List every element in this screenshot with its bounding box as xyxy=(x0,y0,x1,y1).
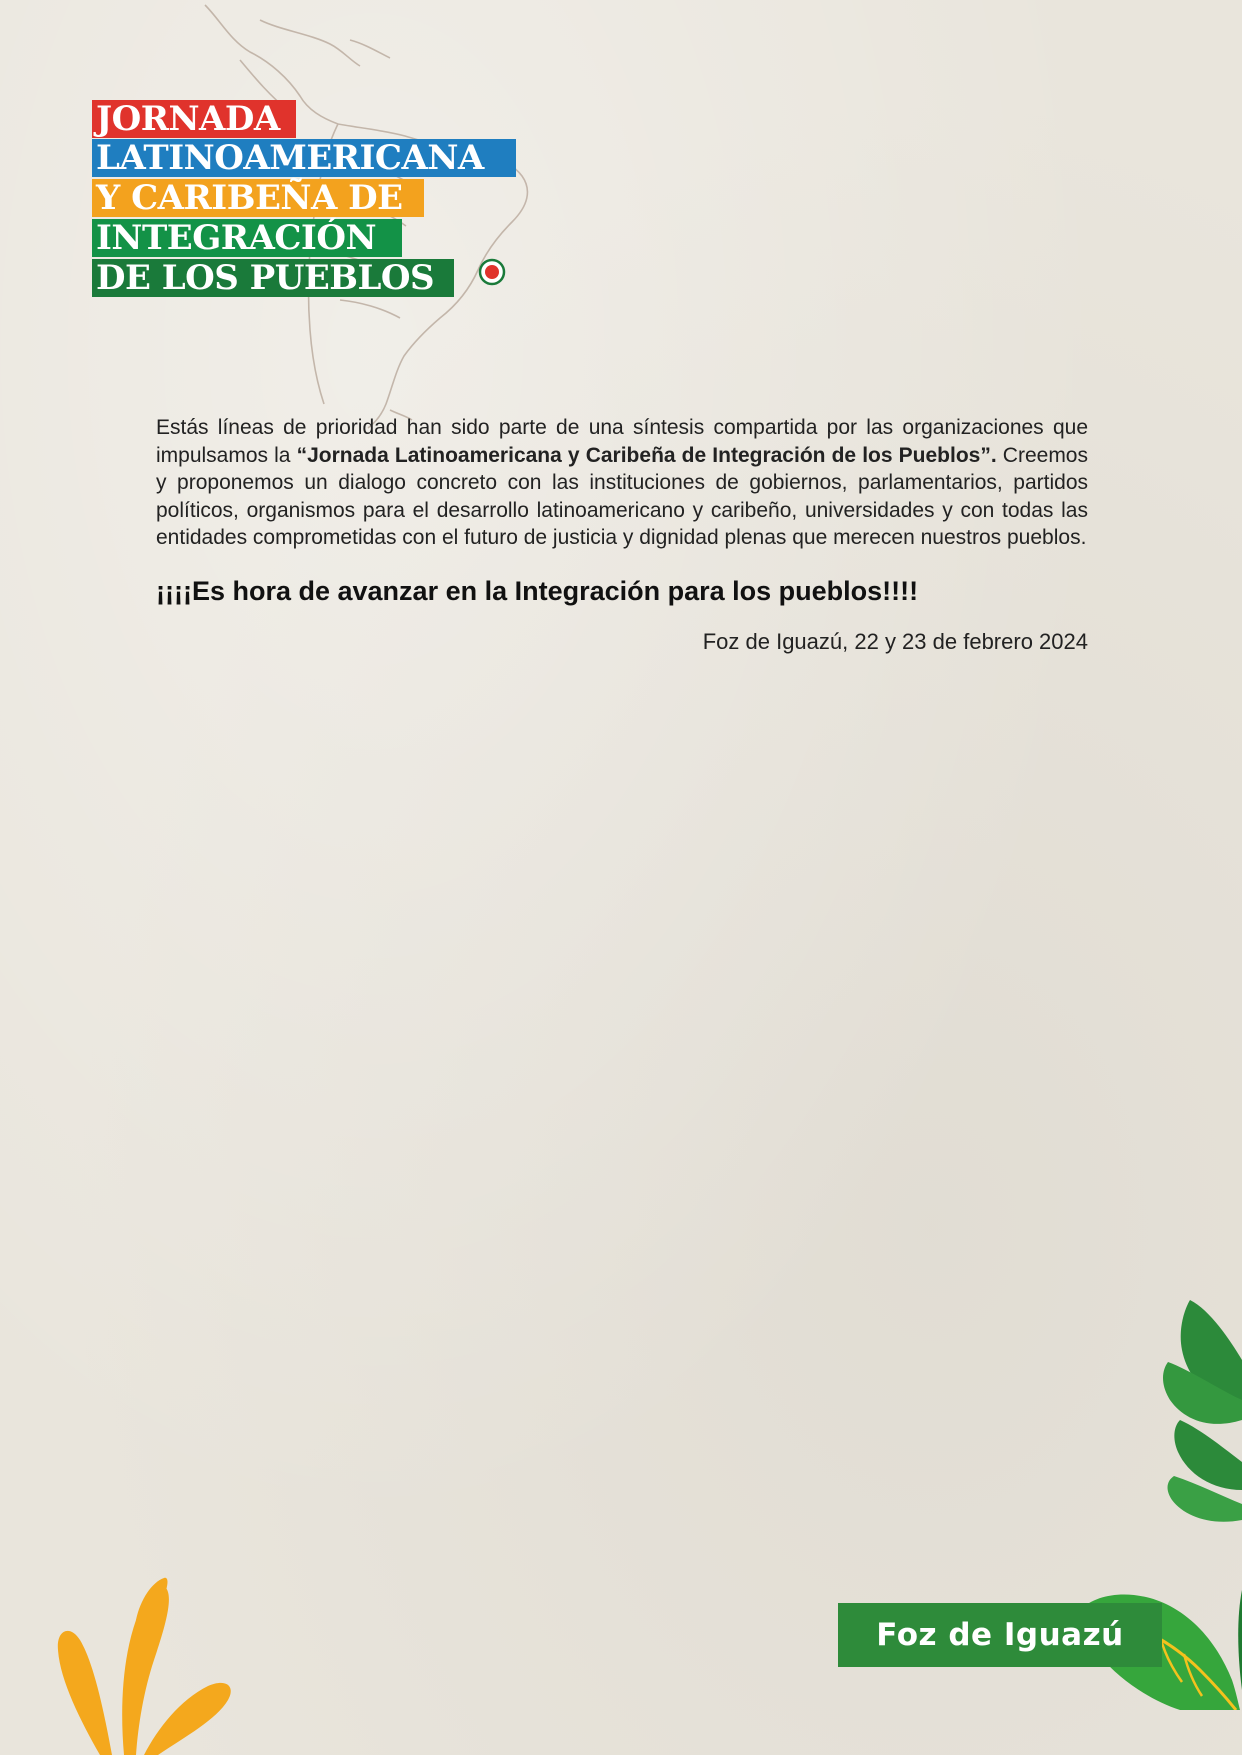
logo-line-3: Y CARIBEÑA DE xyxy=(92,179,424,217)
location-pin-icon xyxy=(478,258,506,286)
body-paragraph xyxy=(156,414,1088,552)
place-date: Foz de Iguazú, 22 y 23 de febrero 2024 xyxy=(702,628,1088,654)
paragraph-bold-title: “Jornada Latinoamericana y Caribeña de Integración de los Pueblos”. xyxy=(296,443,997,467)
logo-line-1: JORNADA xyxy=(92,100,296,138)
logo-line-5: DE LOS PUEBLOS xyxy=(92,259,454,297)
yellow-leaf-decoration xyxy=(40,1560,260,1755)
location-badge: Foz de Iguazú xyxy=(838,1603,1162,1667)
call-to-action-heading: ¡¡¡¡Es hora de avanzar en la Integración para los pueblos!!!! xyxy=(156,575,919,606)
main-content xyxy=(156,414,1088,656)
logo-line-4: INTEGRACIÓN xyxy=(92,219,402,257)
paragraph-start: Estás líneas de prioridad han sido parte de una síntesis compartida por las organizaciones que impulsamos la xyxy=(156,416,1088,467)
paragraph-end: Creemos y proponemos un dialogo concreto con las instituciones de gobiernos, parlamentarios, partidos políticos, organismos para el desarrollo latinoamericano y caribeño, universidades y con todas las entidades comprometidas con el futuro de justicia y dignidad plenas que merecen nuestros pueblos. xyxy=(156,443,1088,549)
logo-line-2: LATINOAMERICANA xyxy=(92,139,516,177)
